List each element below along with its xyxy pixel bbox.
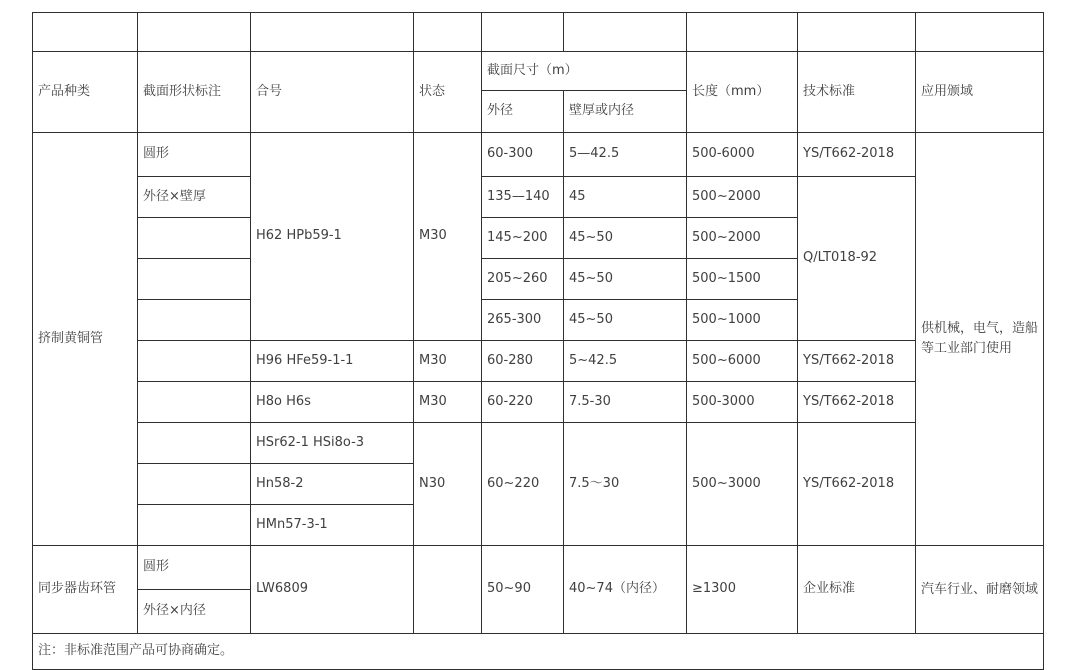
cell-product: 挤制黄铜管 [33, 133, 138, 546]
table-row [33, 177, 1044, 218]
empty-row [33, 13, 1044, 52]
header-product-type: 产品种类 [33, 52, 138, 133]
cell-length: 500-6000 [687, 133, 798, 177]
header-section-size: 截面尺寸（m） [482, 52, 687, 91]
cell-shape [138, 382, 251, 423]
cell-product: 同步器齿环管 [33, 546, 138, 634]
header-shape: 截面形状标注 [138, 52, 251, 133]
cell-length: 500~1500 [687, 259, 798, 300]
empty-cell [798, 13, 916, 52]
cell-wall: 45~50 [564, 259, 687, 300]
cell-state: M30 [414, 382, 482, 423]
empty-cell [482, 13, 564, 52]
cell-od: 205~260 [482, 259, 564, 300]
cell-wall: 45~50 [564, 300, 687, 341]
cell-shape [138, 341, 251, 382]
header-row-top [33, 52, 1044, 91]
cell-od: 60~220 [482, 423, 564, 546]
application-line: 汽车行业、耐磨领域 [921, 581, 1039, 597]
empty-cell [138, 13, 251, 52]
cell-wall: 5—42.5 [564, 133, 687, 177]
table-row [33, 423, 1044, 464]
cell-application [916, 133, 1044, 546]
product-spec-table [32, 12, 1044, 670]
cell-standard: 企业标准 [798, 546, 916, 634]
cell-length: 500~3000 [687, 423, 798, 546]
empty-cell [33, 13, 138, 52]
cell-shape [138, 259, 251, 300]
cell-od: 145~200 [482, 218, 564, 259]
cell-wall: 7.5-30 [564, 382, 687, 423]
cell-length: 500~1000 [687, 300, 798, 341]
header-alloy: 合号 [251, 52, 414, 133]
cell-shape [138, 505, 251, 546]
cell-state [414, 546, 482, 634]
cell-standard: YS/T662-2018 [798, 133, 916, 177]
cell-shape [138, 423, 251, 464]
cell-state: M30 [414, 341, 482, 382]
cell-length: 500-3000 [687, 382, 798, 423]
cell-standard: YS/T662-2018 [798, 423, 916, 546]
cell-od: 60-300 [482, 133, 564, 177]
cell-length: 500~6000 [687, 341, 798, 382]
empty-cell [564, 13, 687, 52]
table-note: 注：非标准范围产品可协商确定。 [33, 634, 1044, 670]
cell-od: 265-300 [482, 300, 564, 341]
cell-shape [138, 218, 251, 259]
cell-alloy: HSr62-1 HSi8o-3 [251, 423, 414, 464]
cell-shape [138, 464, 251, 505]
header-standard: 技术标准 [798, 52, 916, 133]
cell-standard: YS/T662-2018 [798, 341, 916, 382]
cell-alloy: Hn58-2 [251, 464, 414, 505]
table-row [33, 133, 1044, 177]
cell-length: 500~2000 [687, 177, 798, 218]
cell-od: 60-280 [482, 341, 564, 382]
empty-cell [414, 13, 482, 52]
cell-od: 60-220 [482, 382, 564, 423]
cell-wall: 45~50 [564, 218, 687, 259]
empty-cell [916, 13, 1044, 52]
cell-shape: 圆形 [138, 133, 251, 177]
cell-alloy: H62 HPb59-1 [251, 133, 414, 341]
cell-od: 135—140 [482, 177, 564, 218]
application-line: 供机械，电气，造船 [921, 321, 1039, 336]
cell-application [916, 546, 1044, 634]
cell-wall: 7.5～30 [564, 423, 687, 546]
header-outer-diameter: 外径 [482, 91, 564, 133]
cell-standard: YS/T662-2018 [798, 382, 916, 423]
cell-length: 500~2000 [687, 218, 798, 259]
cell-alloy: H8o H6s [251, 382, 414, 423]
header-length: 长度（mm） [687, 52, 798, 133]
header-wall-or-inner: 壁厚或内径 [564, 91, 687, 133]
header-application: 应用颁域 [916, 52, 1044, 133]
table-row [33, 382, 1044, 423]
cell-shape: 外径×壁厚 [138, 177, 251, 218]
empty-cell [251, 13, 414, 52]
cell-alloy: H96 HFe59-1-1 [251, 341, 414, 382]
cell-standard: Q/LT018-92 [798, 177, 916, 341]
cell-alloy: LW6809 [251, 546, 414, 634]
cell-length: ≥1300 [687, 546, 798, 634]
cell-wall: 45 [564, 177, 687, 218]
cell-od: 50~90 [482, 546, 564, 634]
table-row [33, 341, 1044, 382]
table-row [33, 546, 1044, 590]
empty-cell [687, 13, 798, 52]
cell-wall: 5~42.5 [564, 341, 687, 382]
cell-state: N30 [414, 423, 482, 546]
cell-shape: 外径×内径 [138, 590, 251, 634]
header-state: 状态 [414, 52, 482, 133]
note-row [33, 634, 1044, 670]
cell-alloy: HMn57-3-1 [251, 505, 414, 546]
cell-shape [138, 300, 251, 341]
cell-state: M30 [414, 133, 482, 341]
cell-shape: 圆形 [138, 546, 251, 590]
application-line: 等工业部门使用 [921, 341, 1013, 356]
cell-wall: 40~74（内径） [564, 546, 687, 634]
